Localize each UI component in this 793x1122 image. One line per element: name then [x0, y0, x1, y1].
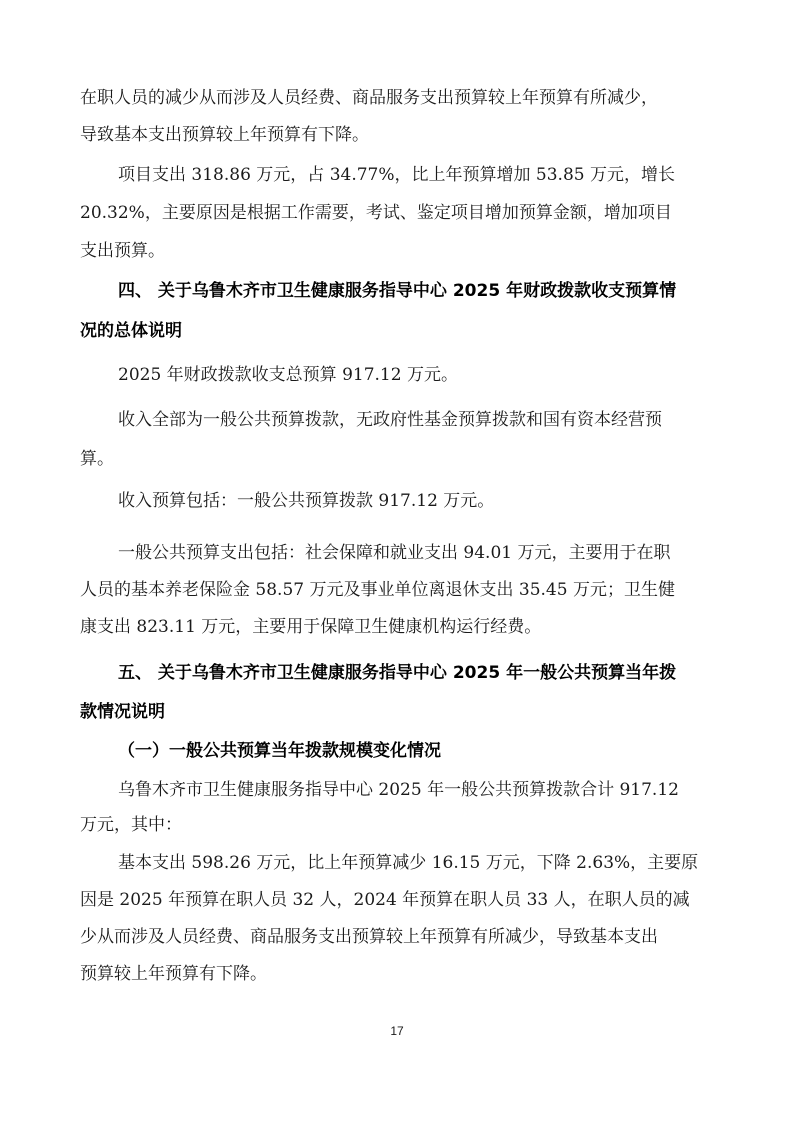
body-text-line: 导致基本支出预算较上年预算有下降。	[80, 125, 369, 145]
section-heading-5-cont: 款情况说明	[80, 702, 165, 722]
page-number: 17	[390, 1024, 404, 1038]
body-text-line: 万元，其中：	[80, 815, 182, 835]
body-text-line: 一般公共预算支出包括：社会保障和就业支出 94.01 万元，主要用于在职	[118, 543, 671, 563]
body-text-line: 20.32%，主要原因是根据工作需要，考试、鉴定项目增加预算金额，增加项目	[80, 203, 672, 223]
body-text-line: 因是 2025 年预算在职人员 32 人，2024 年预算在职人员 33 人，在职人员的减	[80, 890, 690, 910]
body-text-line: 收入全部为一般公共预算拨款，无政府性基金预算拨款和国有资本经营预	[118, 410, 662, 430]
body-text-line: 预算较上年预算有下降。	[80, 964, 267, 984]
body-text-line: 乌鲁木齐市卫生健康服务指导中心 2025 年一般公共预算拨款合计 917.12	[118, 780, 679, 800]
body-text-line: 基本支出 598.26 万元，比上年预算减少 16.15 万元，下降 2.63%，主要原	[118, 853, 699, 873]
section-heading-5: 五、 关于乌鲁木齐市卫生健康服务指导中心 2025 年一般公共预算当年拨	[118, 663, 677, 683]
body-text-line: 少从而涉及人员经费、商品服务支出预算较上年预算有所减少，导致基本支出	[80, 927, 658, 947]
body-text-line: 支出预算。	[80, 241, 165, 261]
body-text-line: 在职人员的减少从而涉及人员经费、商品服务支出预算较上年预算有所减少，	[80, 88, 658, 108]
body-text-line: 康支出 823.11 万元，主要用于保障卫生健康机构运行经费。	[80, 617, 542, 637]
body-text-line: 收入预算包括：一般公共预算拨款 917.12 万元。	[118, 491, 495, 511]
body-text-line: 2025 年财政拨款收支总预算 917.12 万元。	[118, 365, 458, 385]
subsection-heading: （一）一般公共预算当年拨款规模变化情况	[118, 741, 441, 761]
section-heading-4-cont: 况的总体说明	[80, 321, 182, 341]
body-text-line: 人员的基本养老保险金 58.57 万元及事业单位离退休支出 35.45 万元；卫生健	[80, 580, 675, 600]
body-text-line: 项目支出 318.86 万元，占 34.77%，比上年预算增加 53.85 万元，增长	[118, 165, 675, 185]
body-text-line: 算。	[80, 449, 114, 469]
section-heading-4: 四、 关于乌鲁木齐市卫生健康服务指导中心 2025 年财政拨款收支预算情	[118, 281, 677, 301]
